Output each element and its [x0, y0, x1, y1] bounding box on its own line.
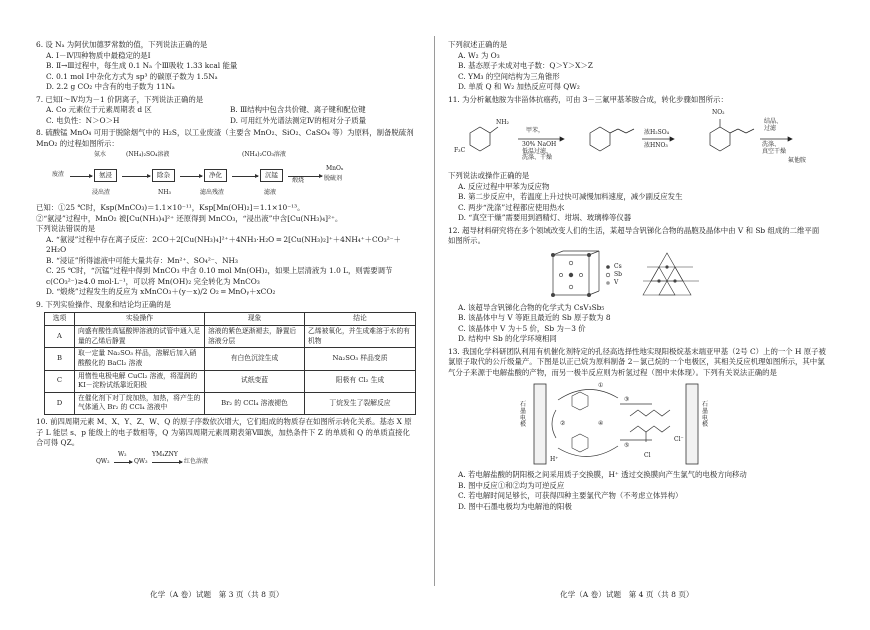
benzene-ring-2	[590, 127, 610, 151]
left-electrode	[534, 384, 546, 464]
table-cell: 向盛有酸性高锰酸钾溶液的试管中通入足量的乙烯后静置	[75, 325, 205, 347]
flow-arrow	[232, 176, 258, 177]
chlorine-label: Cl	[644, 452, 651, 460]
q11-cf3-group: F₃C	[454, 147, 466, 155]
step-4-label: ④	[598, 420, 604, 428]
step-1-label: ①	[598, 382, 604, 390]
q11-cond-2-bottom: 浓HNO₃	[644, 142, 668, 150]
q11-option-a: A. 反应过程中甲苯为反应物	[458, 181, 550, 191]
legend-v: V	[614, 278, 619, 286]
flow-arrow	[122, 176, 150, 177]
table-row	[45, 348, 416, 370]
flow-waste-3: 滤出残渣	[200, 189, 225, 197]
q12-option-d: D. 结构中 Sb 的化学环境相同	[458, 334, 557, 344]
q6-option-d: D. 2.2 g CO₂ 中含有的电子数为 11Nₐ	[46, 82, 175, 92]
q11-cond-3-top: 结晶、 过滤	[764, 118, 783, 132]
q10-reagent-2: YM₄ZNY	[152, 450, 178, 458]
q12-crystal-figure	[448, 249, 826, 301]
electrode-label-left: 石墨电极	[520, 401, 527, 429]
benzene-ring-3	[710, 127, 730, 151]
q10-intermediate: QW₃	[134, 457, 148, 465]
question-10-options	[448, 40, 826, 93]
q13-mechanism-svg	[448, 380, 828, 468]
legend-sb: Sb	[614, 270, 622, 278]
q10-start: QW₂	[96, 457, 110, 465]
flow-reagent-3: (NH₄)₂CO₃溶液	[242, 151, 286, 159]
q11-product-name: 氟他胺	[788, 157, 807, 165]
q11-reaction-svg	[448, 107, 828, 169]
hexane-chain	[630, 410, 670, 416]
table-cell: 阳极有 Cl₂ 生成	[305, 370, 416, 392]
question-7	[36, 95, 414, 127]
q12-option-c: C. 该晶体中 V 为＋5 价，Sb 为－3 价	[458, 323, 586, 333]
q12-option-b: B. 该晶体中与 V 等距且最近的 Sb 原子数为 8	[458, 313, 611, 323]
q7-option-a: A. Co 元素位于元素周期表 d 区	[46, 105, 152, 115]
page-footer-right: 化学（A 卷）试题 第 4 页（共 8 页）	[560, 590, 694, 599]
table-cell: 有白色沉淀生成	[205, 348, 305, 370]
q11-cond-3-bottom: 洗涤、 真空干燥	[762, 141, 787, 155]
left-column	[36, 40, 414, 471]
q6-option-b: B. Ⅱ→Ⅲ过程中，每生成 0.1 Nₐ 个Ⅲ吸收 1.33 kcal 能量	[46, 61, 238, 71]
q7-option-c: C. 电负性：N＞O＞H	[46, 115, 120, 125]
chloride-label: Cl⁻	[674, 436, 684, 444]
q10-arrow	[152, 462, 182, 463]
column-divider	[434, 36, 435, 586]
table-cell: 取一定量 Na₂SO₃ 样品，溶解后加入硝酸酸化的 BaCl₂ 溶液	[75, 348, 205, 370]
chloro-product-chain	[630, 426, 670, 432]
table-cell: 溶液的紫色逐渐褪去，静置后溶液分层	[205, 325, 305, 347]
flow-product: MnOₓ	[326, 165, 344, 173]
q11-cond-1-top: 甲苯，	[526, 127, 545, 135]
table-row	[45, 392, 416, 414]
q8-known-1: 已知：①25 ℃时，Ksp(MnCO₃)＝1.1×10⁻¹¹，Ksp[Mn(OH)₂]＝1.1×10⁻¹³。	[36, 203, 305, 213]
q12-option-a: A. 该超导含钒锑化合物的化学式为 CsV₃Sb₅	[458, 302, 605, 312]
q11-ask: 下列说法或操作正确的是	[448, 171, 530, 181]
table-row	[45, 370, 416, 392]
q11-nh2-group: NH₂	[496, 119, 509, 127]
flow-arrow	[180, 176, 202, 177]
question-13	[448, 347, 826, 513]
q8-stem: 8. 硫酸锰 MnO₄ 可用于脱除烟气中的 H₂S，以工业废渣（主要含 MnO₂、SiO₂、CaSO₄ 等）为原料，制备脱硫剂 MnO₂ 的过程如图所示：	[36, 128, 414, 148]
q11-option-c: C. 两步“洗涤”过程都应使用热水	[458, 202, 565, 212]
benzene-ring-1	[470, 127, 490, 151]
q8-option-c: C. 25 ℃时，“沉锰”过程中得到 MnCO₃ 中含 0.10 mol Mn(OH)₂，如果上层清液为 1.0 L，则需要调节 c(CO₃²⁻)≥4.0 mol·L⁻¹，可以将 Mn(OH)₂ 完全转化为 MnCO₃	[46, 266, 393, 286]
q10-stem: 10. 前四周期元素 M、X、Y、Z、W、Q 的原子序数依次增大，它们组成的物质存在如图所示转化关系。基态 X 原子 L 能层 s、p 能级上的电子数相等，Q 为第四周期元素周期表第Ⅷ族，加热条件下 Z 的单质和 Q 的单质直接化合可得 QZ。	[36, 417, 412, 448]
q10-arrow	[114, 462, 132, 463]
q7-option-d: D. 可用红外光谱法测定Ⅳ的相对分子质量	[230, 115, 366, 125]
q11-option-d: D. “真空干燥”需要用到酒精灯、坩埚、玻璃棒等仪器	[458, 213, 632, 223]
q13-mechanism-figure	[448, 380, 826, 468]
q6-option-a: A. Ⅰ－Ⅳ四种物质中最稳定的是Ⅰ	[46, 50, 151, 60]
question-6	[36, 40, 414, 93]
q10-option-b: B. 基态原子未成对电子数：Q＞Y＞X＞Z	[458, 61, 593, 71]
flow-product-label: 脱硫剂	[324, 175, 343, 183]
question-8	[36, 128, 414, 298]
q9-table	[44, 312, 416, 415]
flow-step-1: 氨浸	[94, 169, 117, 182]
flow-waste-4: 滤液	[264, 189, 277, 197]
table-cell: A	[45, 325, 75, 347]
proton-label: H⁺	[550, 456, 559, 464]
flow-arrow	[70, 176, 92, 177]
q12-stem: 12. 超导材料研究将在多个领域改变人们的生活，某超导含钒锑化合物的晶胞及晶体中由 V 和 Sb 组成的二维平面如图所示。	[448, 225, 820, 246]
q7-stem: 7. 已知Ⅰ～Ⅳ均为－1 价阴离子，下列说法正确的是	[36, 94, 204, 104]
q13-option-b: B. 图中反应①和②均为可逆反应	[458, 480, 565, 490]
q13-stem: 13. 我国化学科研团队利用有机催化剂特定的孔径高选择性地实现阳极烷基末端亚甲基（2号 C）上的一个 H 原子被氯原子取代的公斤级量产。下图是以正己烷为原料制备 2－氯己烷的一个电极区，其相关反应机理如图所示，其中氯气分子来源于电解盐酸的产物，而另一极半反应则为析氢过程（图中未体现）。下列有关说法正确的是	[448, 346, 826, 377]
q6-stem: 6. 设 Nₐ 为阿伏加德罗常数的值，下列说法正确的是	[36, 40, 208, 49]
q10-product: 红色溶液	[184, 457, 209, 465]
q13-option-d: D. 图中石墨电极均为电解池的阳极	[458, 501, 572, 511]
q11-stem: 11. 为分析氟他胺为非甾体抗癌药，可由 3－三氟甲基苯胺合成，转化步骤如图所示：	[448, 94, 728, 104]
table-header: 现象	[205, 313, 305, 326]
table-cell: Na₂SO₃ 样品变质	[305, 348, 416, 370]
question-12	[448, 226, 826, 345]
legend-cs: Cs	[614, 262, 622, 270]
table-cell: B	[45, 348, 75, 370]
q10-reagent-1: W₂	[118, 450, 127, 458]
question-9	[36, 300, 414, 415]
table-header: 实验操作	[75, 313, 205, 326]
q10-option-c: C. YM₃ 的空间结构为三角锥形	[458, 71, 560, 81]
table-cell: 丁烷发生了裂解反应	[305, 392, 416, 414]
flow-step-4: 沉锰	[260, 169, 283, 182]
q10-option-a: A. W₂ 为 O₃	[458, 50, 500, 60]
q10-conversion	[96, 451, 414, 469]
flow-reagent-2: (NH₄)₂SO₄溶液	[126, 151, 170, 159]
table-cell: C	[45, 370, 75, 392]
flow-step-2: 除杂	[152, 169, 175, 182]
flow-reagent-1: 氨水	[94, 151, 107, 159]
kagome-lattice	[643, 253, 699, 295]
step-5-label: ⑤	[624, 442, 630, 450]
flow-waste-2: NH₃	[158, 189, 171, 197]
q11-no2-group: NO₂	[712, 109, 725, 117]
q11-synthesis-scheme	[448, 107, 826, 169]
table-row	[45, 325, 416, 347]
q9-stem: 9. 下列实验操作、现象和结论均正确的是	[36, 299, 172, 309]
flow-feed: 废渣	[52, 171, 65, 179]
table-header-row	[45, 313, 416, 326]
page-footer-left: 化学（A 卷）试题 第 3 页（共 8 页）	[150, 590, 284, 599]
q10-ask: 下列叙述正确的是	[448, 40, 508, 49]
q12-crystal-svg	[448, 249, 708, 301]
table-cell: D	[45, 392, 75, 414]
q8-option-d: D. “煅烧”过程发生的反应为 xMnCO₃＋(y－x)/2 O₂ ═ MnOᵧ＋xCO₂	[46, 287, 276, 297]
flow-step-3: 净化	[204, 169, 227, 182]
right-electrode	[686, 384, 698, 464]
q13-option-c: C. 若电解时间足够长，可获得四种主要氯代产物（不考虑立体异构）	[458, 491, 683, 501]
q6-option-c: C. 0.1 mol Ⅰ中杂化方式为 sp³ 的碳原子数为 1.5Nₐ	[46, 71, 218, 81]
q8-option-b: B. “浸证”所得滤液中可能大量共存：Mn²⁺、SO₄²⁻、NH₃	[46, 255, 238, 265]
q11-cond-2-top: 浓H₂SO₄	[644, 129, 670, 137]
right-column	[448, 40, 826, 514]
q8-process-flowchart	[52, 151, 414, 201]
q10-option-d: D. 单质 Q 和 W₂ 加热反应可得 QW₂	[458, 82, 580, 92]
q8-option-a: A. “氨浸”过程中存在离子反应：2CO＋2[Cu(NH₃)₄]²⁺＋4NH₃·H₂O ═ 2[Cu(NH₃)₂]⁺＋4NH₄⁺＋CO₃²⁻＋2H₂O	[46, 234, 401, 255]
flow-calcine: 煅烧	[292, 177, 305, 185]
table-header: 选项	[45, 313, 75, 326]
question-10	[36, 417, 414, 469]
table-cell: 试纸变蓝	[205, 370, 305, 392]
q7-option-b: B. Ⅲ结构中包含共价键、离子键和配位键	[230, 105, 366, 115]
q11-cond-1-bottom: 30% NaOH 低温过滤， 洗涤、干燥	[522, 141, 557, 162]
electrode-label-right: 石墨电极	[702, 401, 709, 429]
q8-known-2: ②“氨浸”过程中，MnO₂ 被[Cu(NH₃)₄]²⁺ 还原得到 MnCO₃，“浸出液”中含[Cu(NH₃)₄]²⁺。	[36, 213, 343, 223]
table-cell: 乙烯被氧化，并生成难溶于水的有机物	[305, 325, 416, 347]
question-11	[448, 95, 826, 224]
q8-ask: 下列说法错误的是	[36, 224, 96, 234]
table-cell: Br₂ 的 CCl₄ 溶液褪色	[205, 392, 305, 414]
step-3-label: ③	[624, 396, 630, 404]
table-cell: 在催化剂下对丁烷加热，加热，将产生的气体通入 Br₂ 的 CCl₄ 溶液中	[75, 392, 205, 414]
step-2-label: ②	[560, 420, 566, 428]
q11-option-b: B. 第二步反应中，若温度上升过快可减慢加料速度，减少副反应发生	[458, 192, 683, 202]
flow-waste-1: 浸出渣	[92, 189, 111, 197]
q13-option-a: A. 若电解盐酸的阴阳极之间采用质子交换膜，H⁺ 透过交换膜向产生氯气的电极方向移动	[458, 470, 747, 480]
table-header: 结论	[305, 313, 416, 326]
table-cell: 用惰性电极电解 CuCl₂ 溶液，将湿润的 KI－淀粉试纸靠近阳极	[75, 370, 205, 392]
